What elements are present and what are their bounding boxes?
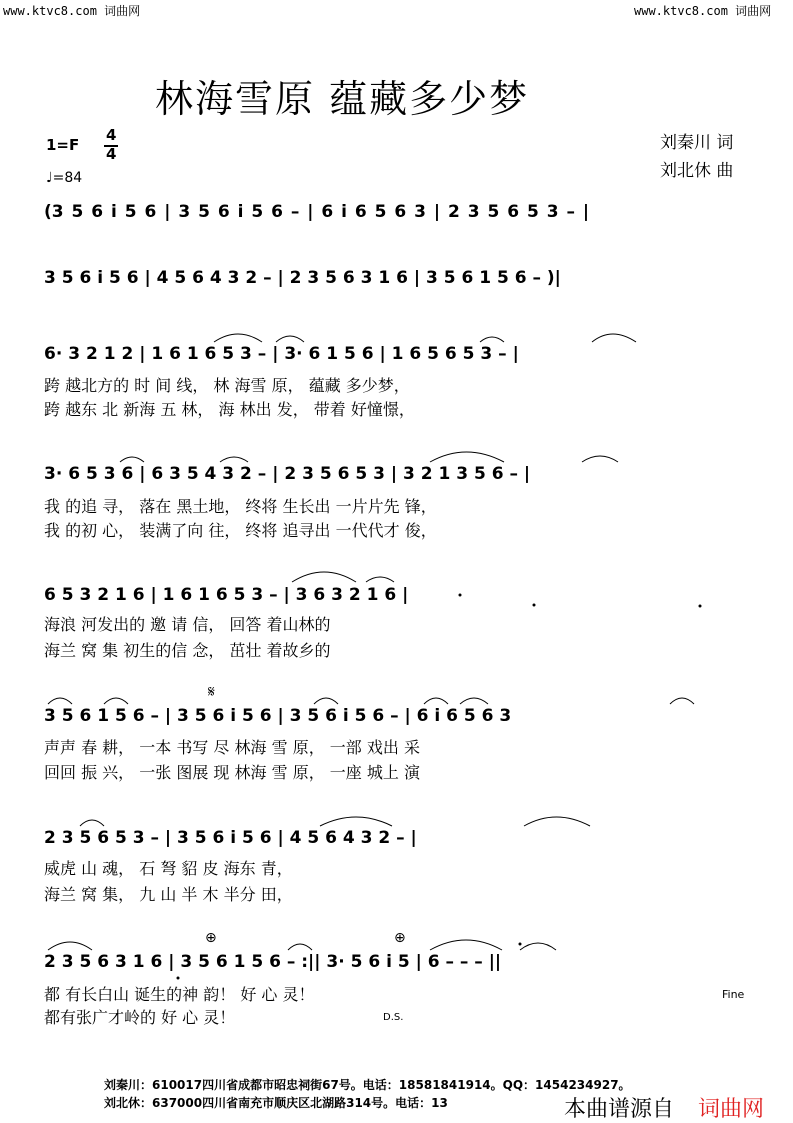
lyricist-credit: 刘秦川 词 [660,133,734,153]
lyric-row-3-verse-2: 跨 越东 北 新海 五 林， 海 林出 发， 带着 好憧憬， [44,400,415,419]
notation-row-8: 2 3 5 6 3 1 6 | 3 5 6 1 5 6 – :|| 3· 5 6 i 5 | 6 – – – || [44,952,502,972]
song-title: 林海雪原 蕴藏多少梦 [155,77,530,121]
lyric-row-8-verse-2: 都有张广才岭的 好 心 灵！ [44,1008,236,1027]
fine-marking: Fine [722,988,745,1001]
lyric-row-3-verse-1: 跨 越北方的 时 间 线， 林 海雪 原， 蕴藏 多少梦， [44,376,410,395]
notation-row-2: 3 5 6 i 5 6 | 4 5 6 4 3 2 – | 2 3 5 6 3 1 6 | 3 5 6 1 5 6 – )| [44,268,561,288]
source-label: 本曲谱源自 [564,1097,675,1122]
notation-row-5: 6 5 3 2 1 6 | 1 6 1 6 5 3 – | 3 6 3 2 1 6 | [44,585,409,605]
notation-row-1: (3 5 6 i 5 6 | 3 5 6 i 5 6 – | 6 i 6 5 6 3 | 2 3 5 6 5 3 – | [44,202,590,222]
notation-row-4: 3· 6 5 3 6 | 6 3 5 4 3 2 – | 2 3 5 6 5 3 | 3 2 1 3 5 6 – | [44,464,531,484]
coda-icon-1: ⊕ [205,930,217,946]
tempo-marking: ♩=84 [46,170,83,186]
time-signature-top: 4 [106,126,117,144]
notation-row-6: 3 5 6 1 5 6 – | 3 5 6 i 5 6 | 3 5 6 i 5 6 – | 6 i 6 5 6 3 [44,706,512,726]
footer-contact-2: 刘北休：637000四川省南充市顺庆区北湖路314号。电话：13 [104,1096,448,1110]
lyric-row-5-verse-1: 海浪 河发出的 邀 请 信， 回答 着山林的 [44,615,331,634]
lyric-row-4-verse-1: 我 的追 寻， 落在 黑土地， 终将 生长出 一片片先 锋， [44,497,437,516]
time-signature-bottom: 4 [106,145,117,163]
composer-credit: 刘北休 曲 [660,161,734,181]
watermark-left: www.ktvc8.com 词曲网 [3,4,141,18]
lyric-row-8-verse-1: 都 有长白山 诞生的神 韵！ 好 心 灵！ [44,985,315,1004]
lyric-row-6-verse-1: 声声 春 耕， 一本 书写 尽 林海 雪 原， 一部 戏出 采 [44,738,420,757]
segno-icon: 𝄋 [208,682,215,701]
coda-icon-2: ⊕ [394,930,406,946]
lyric-row-7-verse-2: 海兰 窝 集， 九 山 半 木 半分 田， [44,885,293,904]
ds-marking: D.S. [383,1012,404,1023]
lyric-row-7-verse-1: 威虎 山 魂， 石 弩 貂 皮 海东 青， [44,859,293,878]
notation-row-7: 2 3 5 6 5 3 – | 3 5 6 i 5 6 | 4 5 6 4 3 2 – | [44,828,417,848]
lyric-row-5-verse-2: 海兰 窝 集 初生的信 念， 茁壮 着故乡的 [44,641,331,660]
source-site[interactable]: 词曲网 [698,1097,765,1122]
watermark-right: www.ktvc8.com 词曲网 [634,4,772,18]
lyric-row-6-verse-2: 回回 振 兴， 一张 图展 现 林海 雪 原， 一座 城上 演 [44,763,420,782]
notation-row-3: 6· 3 2 1 2 | 1 6 1 6 5 3 – | 3· 6 1 5 6 | 1 6 5 6 5 3 – | [44,344,519,364]
footer-contact-1: 刘秦川：610017四川省成都市昭忠祠街67号。电话：18581841914。QQ：1454234927。 [104,1078,631,1092]
lyric-row-4-verse-2: 我 的初 心， 装满了向 往， 终将 追寻出 一代代才 俊， [44,521,437,540]
key-signature: 1=F [46,136,80,154]
